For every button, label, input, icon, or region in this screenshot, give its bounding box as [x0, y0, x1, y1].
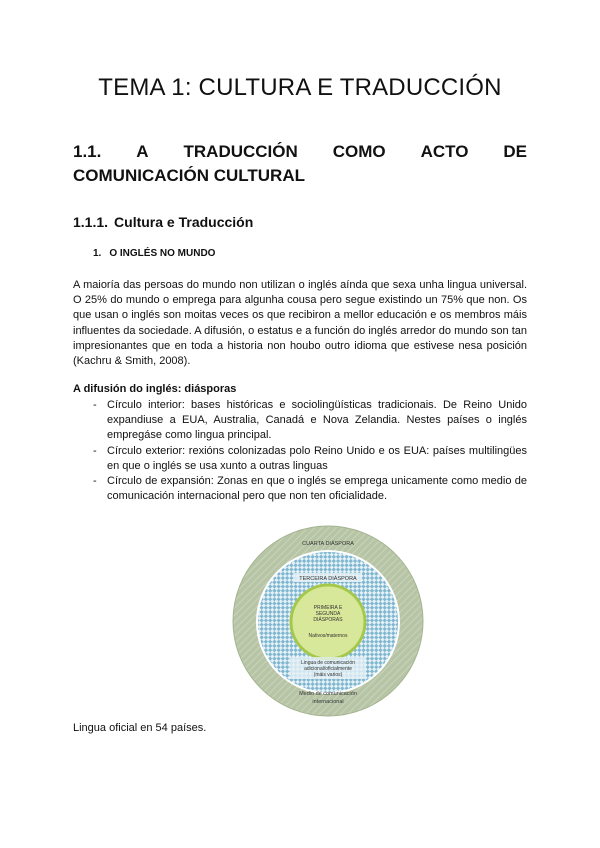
middle-bottom-label-3: (máis varios)	[313, 672, 343, 678]
middle-top-label: TERCEIRA DIÁSPORA	[299, 576, 357, 582]
page-title: TEMA 1: CULTURA E TRADUCCIÓN	[98, 74, 502, 101]
section-word: ACTO	[420, 142, 469, 161]
list-item-text: Círculo de expansión: Zonas en que o inglés se emprega unicamente como medio de comunicación internacional pero que non ten oficialidade.	[107, 475, 527, 503]
dash-bullet: -	[93, 444, 97, 457]
diffusion-heading: A difusión do inglés: diásporas	[73, 383, 237, 395]
middle-bottom-label-2: adicional/oficialmente	[304, 666, 352, 672]
list-item	[93, 474, 527, 504]
subsection-heading	[73, 214, 253, 230]
subsection-number: 1.1.1.	[73, 214, 109, 230]
body-paragraph: A maioría das persoas do mundo non utilizan o inglés aínda que sexa unha lingua universal. O 25% do mundo o emprega para algunha cousa pero segue existindo un 75% que non. Os que usan o inglés son moitas veces os que recibiron a mellor educación e os membros máis influentes da sociedade. A difusión, o estatus e a función do inglés arredor do mundo son tan impresionantes que en toda a historia non houbo outro idioma que estivese nesa posición (Kachru & Smith, 2008).	[73, 279, 527, 368]
inner-top-label-3: DIÁSPORAS	[313, 617, 343, 623]
dash-bullet: -	[93, 475, 97, 488]
item-number: 1.	[93, 248, 102, 259]
list-item-text: Círculo interior: bases históricas e sociolingüísticas tradicionais. De Reino Unido expandiuse a EUA, Australia, Canadá e Nova Zelandia. Nestes países o inglés empregáse como lingua principal.	[107, 399, 527, 442]
section-word: COMO	[332, 142, 386, 161]
section-heading-line-1	[73, 140, 527, 164]
caption: Lingua oficial en 54 países.	[73, 722, 207, 734]
list-item	[93, 444, 527, 474]
section-heading	[73, 140, 527, 188]
list-item	[93, 398, 527, 444]
diaspora-circles-diagram	[232, 525, 424, 717]
section-word: DE	[503, 142, 527, 161]
middle-bottom-label-1: Lingua de comunicación	[301, 660, 355, 666]
dash-bullet: -	[93, 399, 97, 411]
outer-bottom-label-1: Medio de comunicación	[299, 691, 357, 697]
inner-top-label-1: PRIMEIRA E	[313, 605, 343, 611]
section-word: A	[136, 142, 149, 161]
outer-bottom-label-2: internacional	[312, 699, 344, 705]
diffusion-list	[93, 398, 527, 504]
section-number: 1.1.	[73, 142, 102, 161]
section-heading-line-2: COMUNICACIÓN CULTURAL	[73, 166, 305, 185]
inner-bottom-label: Nativos/maternos	[308, 633, 348, 639]
subsection-title: Cultura e Traducción	[114, 214, 254, 230]
list-item-text: Círculo exterior: rexións colonizadas polo Reino Unido e os EUA: países multilingües en que o inglés se usa xunto a outras linguas	[107, 444, 527, 472]
outer-top-label: CUARTA DIÁSPORA	[302, 541, 354, 547]
item-heading	[93, 248, 215, 259]
inner-top-label-2: SEGUNDA	[315, 611, 341, 617]
item-title: O INGLÉS NO MUNDO	[109, 248, 216, 259]
section-word: TRADUCCIÓN	[183, 142, 298, 161]
